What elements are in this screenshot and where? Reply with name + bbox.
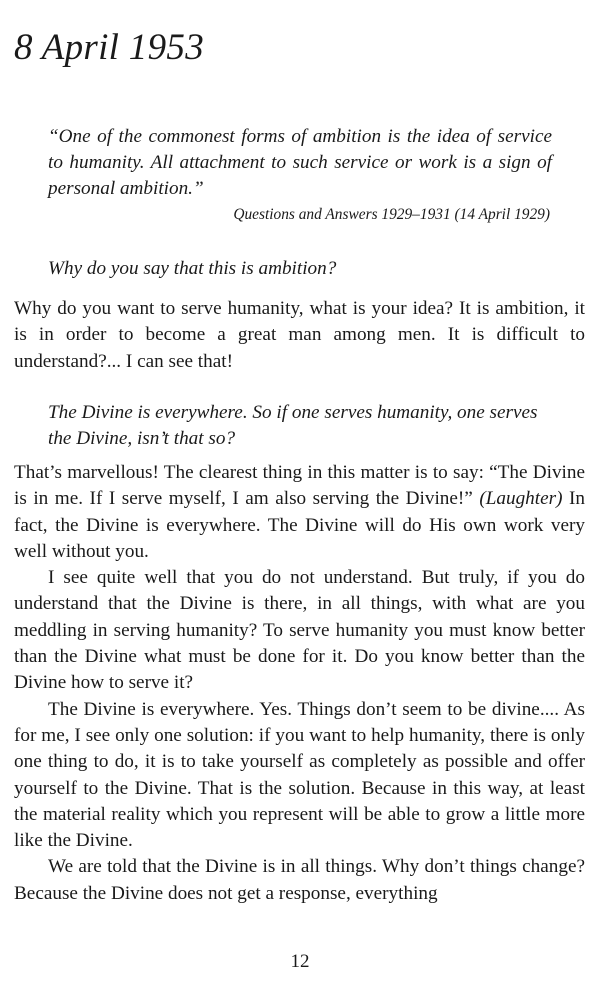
epigraph-text: “One of the commonest forms of ambition is the idea of service to humanity. All attachment to such service or work is a sign of personal ambition.” bbox=[48, 126, 552, 199]
answer-2-paragraph-3: The Divine is everywhere. Yes. Things don’t seem to be divine.... As for me, I see only one solution: if you want to help humanity, there is only one thing to do, it is to take yourself as completely as possible and offer yourself to the Divine. That is the solution. Because in this way, at least the material reality which you represent will be able to grow a little more like the Divine. bbox=[14, 698, 585, 852]
answer-1 bbox=[14, 296, 585, 375]
answer-2-paragraph-2: I see quite well that you do not understand. But truly, if you do understand that the Divine is there, in all things, with what are you meddling in serving humanity? To serve humanity you must know better than the Divine what must be done for it. Do you know better than the Divine how to serve it? bbox=[14, 567, 585, 694]
laughter-note: (Laughter) bbox=[479, 488, 563, 510]
answer-2-paragraph-1 bbox=[14, 460, 585, 565]
answer-2-p1-text-b: In fact, the Divine is everywhere. The Divine will do His own work very well without you. bbox=[14, 488, 585, 562]
epigraph-citation: Questions and Answers 1929–1931 (14 April 1929) bbox=[233, 206, 550, 223]
answer-2-p1-text-a: That’s marvellous! The clearest thing in this matter is to say: “The Divine is in me. If I serve myself, I am also serving the Divine!” bbox=[14, 462, 585, 510]
date-heading: 8 April 1953 bbox=[14, 27, 204, 68]
question-1: Why do you say that this is ambition? bbox=[48, 258, 337, 279]
page-number: 12 bbox=[290, 951, 310, 972]
answer-2 bbox=[14, 460, 585, 907]
answer-1-paragraph: Why do you want to serve humanity, what is your idea? It is ambition, it is in order to become a great man among men. It is difficult to understand?... I can see that! bbox=[14, 298, 585, 372]
epigraph-quote bbox=[48, 124, 552, 202]
answer-2-paragraph-4: We are told that the Divine is in all things. Why don’t things change? Because the Divine does not get a response, everything bbox=[14, 856, 585, 904]
question-2: The Divine is everywhere. So if one serves humanity, one serves the Divine, isn’t that so? bbox=[48, 402, 538, 449]
